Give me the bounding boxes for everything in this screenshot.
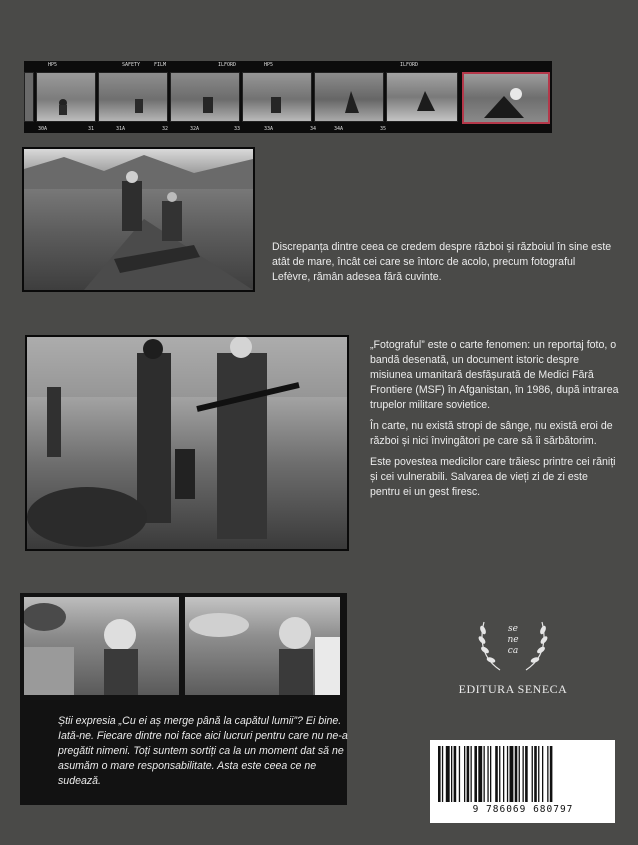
publisher-name: EDITURA SENECA: [458, 682, 568, 696]
isbn-barcode: [430, 740, 615, 823]
film-frame: [24, 72, 34, 122]
logo-monogram: [498, 624, 528, 657]
quote-text: Știi expresia „Cu ei aș merge până la capătul lumii”? Ei bine. Iată-ne. Fiecare dintre noi face aici lucruri pentru care nu ne-a pregătit nimeni. Toți suntem sortiți ca la un moment dat să ne asumăm o mare responsabilitate. Asta este ceea ce ne sudează.: [58, 715, 348, 787]
film-frame: [314, 72, 384, 122]
contact-sheet-film-strip: [24, 61, 552, 133]
film-frame-number: 34: [310, 126, 317, 132]
film-frame: [98, 72, 168, 122]
description-paragraph: În carte, nu există stropi de sânge, nu există eroi de război și nici învingători pe care să îi sărbătorim.: [370, 420, 613, 447]
intro-text: Discrepanța dintre ceea ce credem despre război și războiul în sine este atât de mare, încât cei care se întorc de acolo, precum fotograful Lefèvre, rămân adesea fără cuvinte.: [272, 241, 612, 283]
film-edge-label: HP5: [48, 62, 58, 68]
film-frame-number: 32: [162, 126, 169, 132]
logo-letters: ne: [507, 635, 519, 645]
film-frame: [386, 72, 458, 122]
film-frame-number: 32A: [190, 126, 200, 132]
film-frame-number: 33: [234, 126, 241, 132]
film-frame-number: 30A: [38, 126, 48, 132]
film-frame: [242, 72, 312, 122]
quote-text-block: [58, 714, 348, 795]
film-frame-number: 34A: [334, 126, 344, 132]
film-edge-label: FILM: [154, 62, 167, 68]
logo-letters: se: [508, 624, 518, 634]
valley-photo: [22, 147, 255, 292]
intro-paragraph: [272, 240, 612, 291]
film-edge-label: ILFORD: [218, 62, 237, 68]
film-edge-top: [24, 62, 552, 70]
description-paragraph: Este povestea medicilor care trăiesc printre cei răniți și cei vulnerabili. Salvarea de vieți zi de zi este pentru ei un gest firesc.: [370, 456, 616, 498]
film-frame-number: 35: [380, 126, 387, 132]
film-edge-label: SAFETY: [122, 62, 141, 68]
child-photo-left: [24, 597, 179, 695]
quote-box: [20, 593, 347, 805]
description-block: [370, 338, 620, 506]
barcode-bars-icon: [430, 740, 615, 806]
film-edge-label: ILFORD: [400, 62, 419, 68]
isbn-digits: 9 786069 680797: [472, 804, 574, 815]
highlighted-film-frame: [462, 72, 550, 124]
market-photo: [25, 335, 349, 551]
film-frame: [170, 72, 240, 122]
film-edge-bottom: [24, 124, 552, 132]
logo-letters: ca: [507, 646, 519, 656]
film-frame-number: 31A: [116, 126, 126, 132]
film-frame-number: 31: [88, 126, 95, 132]
film-frame: [36, 72, 96, 122]
child-photo-right: [185, 597, 340, 695]
film-edge-label: HP5: [264, 62, 274, 68]
film-frame-number: 33A: [264, 126, 274, 132]
description-paragraph: „Fotograful” este o carte fenomen: un reportaj foto, o bandă desenată, un document istoric despre misiunea umanitară desfășurată de Medici Fără Frontiere (MSF) în Afganistan, în 1986, după intrarea trupelor militare sovietice.: [370, 339, 619, 411]
